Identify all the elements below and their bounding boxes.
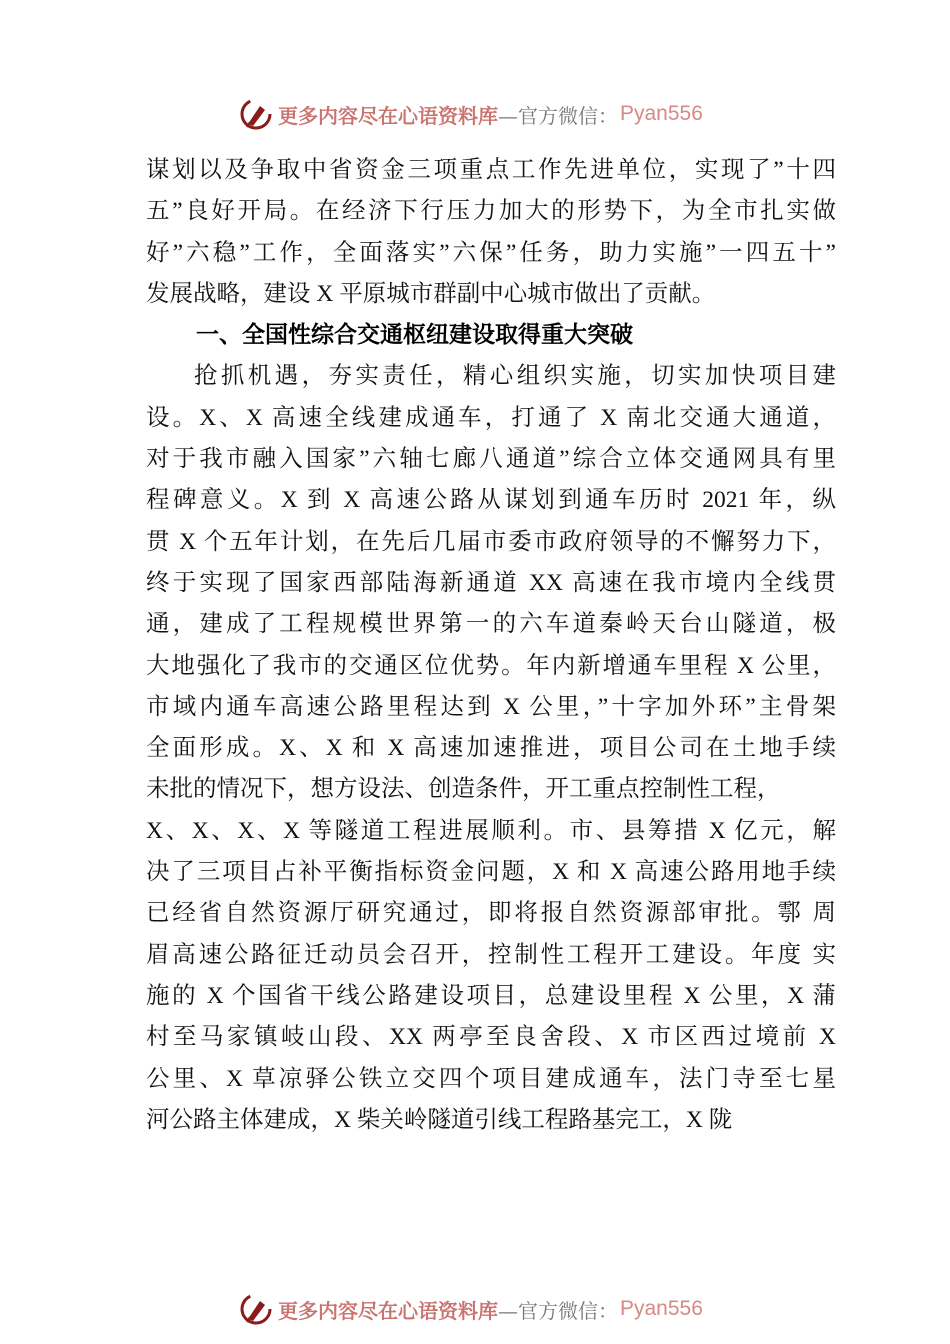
text-line: 施的 X 个国省干线公路建设项目，总建设里程 X 公里，X 蒲 — [146, 982, 836, 1009]
text-line: 决了三项目占补平衡指标资金问题，X 和 X 高速公路用地手续 — [146, 859, 836, 886]
pen-nib-logo-icon — [238, 1291, 274, 1327]
banner-wechat-label: —官方微信： — [498, 103, 618, 128]
text-line: 程碑意义。X 到 X 高速公路从谋划到通车历时 2021 年，纵 — [146, 487, 836, 514]
text-line: 村至马家镇岐山段、XX 两亭至良舍段、X 市区西过境前 X — [146, 1024, 836, 1051]
text-line: 发展战略，建设 X 平原城市群副中心城市做出了贡献。 — [146, 280, 716, 307]
banner-site-name: 更多内容尽在心语资料库 — [278, 1298, 498, 1323]
text-line: 谋划以及争取中省资金三项重点工作先进单位，实现了”十四 — [146, 157, 836, 183]
text-line: 河公路主体建成，X 柴关岭隧道引线工程路基完工，X 陇 — [146, 1106, 733, 1133]
text-line: 抢抓机遇，夯实责任，精心组织实施，切实加快项目建 — [194, 363, 836, 390]
text-line: 眉高速公路征迁动员会召开，控制性工程开工建设。年度 实 — [146, 941, 836, 968]
text-line: 全面形成。X、X 和 X 高速加速推进，项目公司在土地手续 — [146, 735, 836, 762]
text-line: 未批的情况下，想方设法、创造条件，开工重点控制性工程， — [146, 776, 781, 803]
text-line: X、X、X、X 等隧道工程进展顺利。市、县筹措 X 亿元，解 — [146, 817, 836, 844]
text-line: 设。X、X 高速全线建成通车，打通了 X 南北交通大通道， — [146, 404, 836, 431]
banner-wechat-id: Pyan556 — [620, 102, 703, 125]
section-heading: 一、全国性综合交通枢纽建设取得重大突破 — [196, 322, 633, 349]
header-watermark-banner — [238, 94, 738, 134]
document-body — [146, 150, 836, 1141]
text-line: 好”六稳”工作，全面落实”六保”任务，助力实施”一四五十” — [146, 239, 836, 266]
banner-wechat-label: —官方微信： — [498, 1298, 618, 1323]
text-line: 对于我市融入国家”六轴七廊八通道”综合立体交通网具有里 — [146, 446, 836, 473]
text-line: 贯 X 个五年计划，在先后几届市委市政府领导的不懈努力下， — [146, 528, 836, 555]
banner-wechat-id: Pyan556 — [620, 1297, 703, 1320]
text-line: 公里、X 草凉驿公铁立交四个项目建成通车，法门寺至七星 — [146, 1065, 836, 1092]
footer-watermark-banner — [238, 1289, 738, 1329]
pen-nib-logo-icon — [238, 96, 274, 132]
text-line: 终于实现了国家西部陆海新通道 XX 高速在我市境内全线贯 — [146, 569, 836, 596]
text-line: 五”良好开局。在经济下行压力加大的形势下，为全市扎实做 — [146, 198, 836, 225]
banner-site-name: 更多内容尽在心语资料库 — [278, 103, 498, 128]
text-line: 已经省自然资源厅研究通过，即将报自然资源部审批。鄠 周 — [146, 900, 836, 927]
text-line: 市域内通车高速公路里程达到 X 公里，”十字加外环”主骨架 — [146, 693, 836, 720]
text-line: 大地强化了我市的交通区位优势。年内新增通车里程 X 公里， — [146, 652, 836, 679]
text-line: 通，建成了工程规模世界第一的六车道秦岭天台山隧道，极 — [146, 611, 836, 638]
